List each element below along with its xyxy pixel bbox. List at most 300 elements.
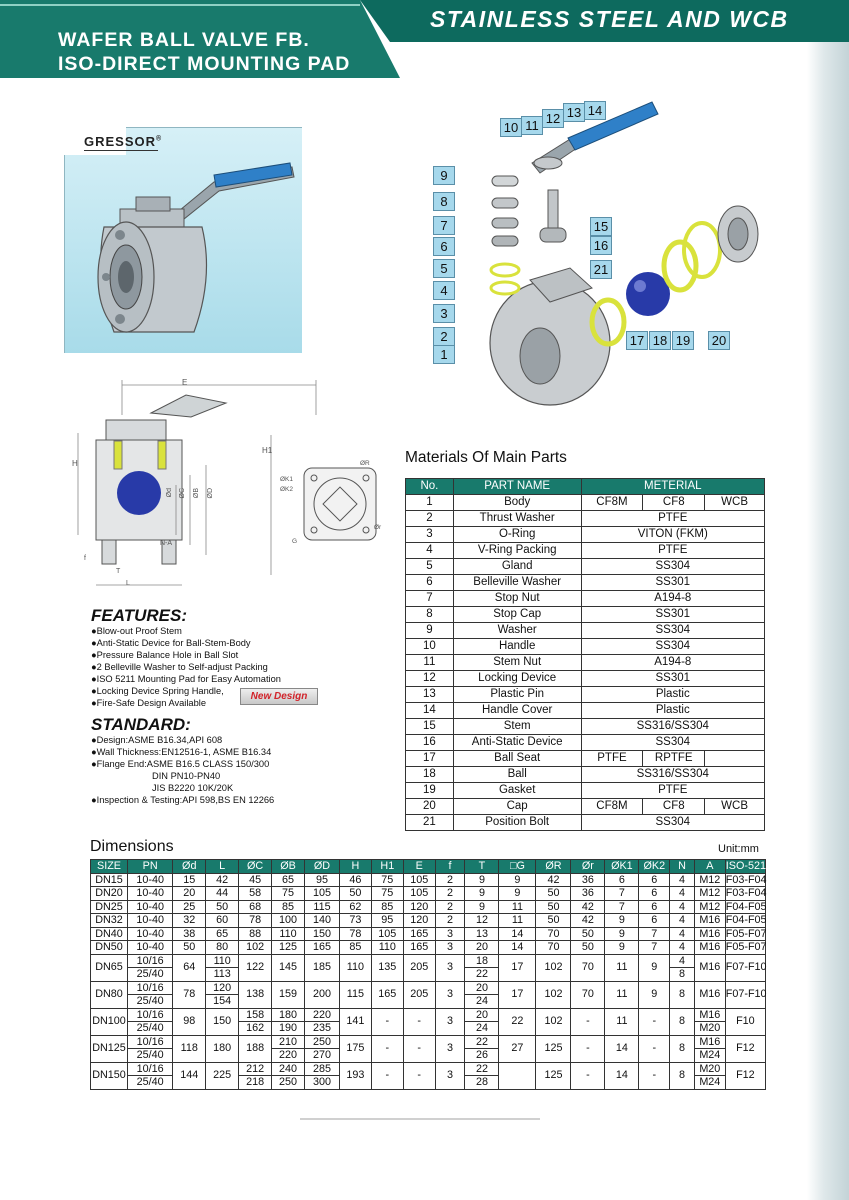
materials-row (406, 575, 765, 591)
feature-item: ●ISO 5211 Mounting Pad for Easy Automation (91, 674, 281, 684)
new-design-badge: New Design (240, 688, 318, 705)
features-heading: FEATURES: (91, 606, 188, 625)
dimensions-cell: 118 (173, 1035, 206, 1062)
dimensions-cell: M16 (694, 1008, 725, 1022)
dimensions-cell: 218 (239, 1076, 272, 1090)
dimensions-cell: 11 (605, 954, 639, 981)
materials-part-name: Ball (453, 767, 581, 783)
dimensions-cell: 162 (239, 1022, 272, 1036)
dimensions-cell: 10/16 (128, 981, 173, 995)
feature-item: ●Pressure Balance Hole in Ball Slot (91, 650, 239, 660)
dimensions-cell: 3 (435, 1035, 465, 1062)
dimensions-cell: 50 (206, 900, 239, 914)
materials-row (406, 815, 765, 831)
dimensions-cell: 102 (536, 1008, 571, 1035)
dimensions-cell: 15 (173, 873, 206, 887)
dimensions-cell: 88 (239, 927, 272, 941)
dimensions-cell: DN15 (91, 873, 128, 887)
dimensions-cell: M16 (694, 1035, 725, 1049)
dimensions-cell: 20 (173, 887, 206, 901)
materials-value: CF8M (581, 495, 643, 511)
dimensions-cell: - (571, 1035, 605, 1062)
dimensions-cell: 122 (239, 954, 272, 981)
dimensions-header-cell: ØC (239, 860, 272, 874)
dimensions-cell: 85 (339, 941, 371, 955)
materials-no: 15 (406, 719, 454, 735)
dimensions-cell: 10/16 (128, 1035, 173, 1049)
dimensions-cell: 10-40 (128, 927, 173, 941)
dimensions-cell: 10-40 (128, 900, 173, 914)
dimensions-cell: 125 (536, 1062, 571, 1089)
dimensions-cell: 95 (371, 914, 403, 928)
dimensions-cell: 25/40 (128, 1049, 173, 1063)
materials-no: 12 (406, 671, 454, 687)
dim-label-G: G (292, 538, 298, 545)
dimensions-cell: 2 (435, 914, 465, 928)
dimensions-header-cell: □G (499, 860, 536, 874)
dimensions-cell: 185 (304, 954, 339, 981)
materials-value: SS304 (581, 639, 764, 655)
materials-no: 11 (406, 655, 454, 671)
callout-19: 19 (672, 331, 694, 350)
dimensions-cell: 14 (605, 1062, 639, 1089)
dimensions-cell: 9 (499, 887, 536, 901)
dimensions-cell: 14 (499, 927, 536, 941)
dimensions-cell: - (371, 1035, 403, 1062)
materials-no: 18 (406, 767, 454, 783)
dimensions-row (91, 1062, 766, 1076)
callout-10: 10 (500, 118, 522, 137)
dimensions-cell: 2 (435, 900, 465, 914)
materials-part-name: Washer (453, 623, 581, 639)
callout-3: 3 (433, 304, 455, 323)
dimensions-cell: 75 (272, 887, 305, 901)
dimensions-cell: 9 (465, 887, 499, 901)
dimensions-cell: 8 (670, 1062, 695, 1089)
dimensions-cell: 113 (206, 968, 239, 982)
dimensions-cell: 250 (304, 1035, 339, 1049)
dimensions-cell: 175 (339, 1035, 371, 1062)
materials-part-name: Position Bolt (453, 815, 581, 831)
dimensions-cell: - (403, 1008, 435, 1035)
dimensions-header-cell: Ød (173, 860, 206, 874)
materials-row (406, 671, 765, 687)
dimensions-cell: 125 (536, 1035, 571, 1062)
dimensions-cell: 210 (272, 1035, 305, 1049)
dimensions-cell: 64 (173, 954, 206, 981)
materials-part-name: Belleville Washer (453, 575, 581, 591)
dimensions-cell: 154 (206, 995, 239, 1009)
dimensions-cell: 18 (465, 954, 499, 968)
dimensions-cell: 32 (173, 914, 206, 928)
dimensions-cell: 3 (435, 941, 465, 955)
materials-part-name: Handle Cover (453, 703, 581, 719)
dimensions-cell: 3 (435, 1062, 465, 1089)
dimensions-cell: 165 (403, 927, 435, 941)
dimensions-cell: 50 (536, 914, 571, 928)
dimensions-cell: 4 (670, 887, 695, 901)
dimensions-cell: 70 (571, 981, 605, 1008)
header-accent-line (0, 4, 360, 6)
dimensions-cell: 212 (239, 1062, 272, 1076)
materials-value: CF8M (581, 799, 643, 815)
dimensions-cell: 144 (173, 1062, 206, 1089)
dimensions-cell: 70 (536, 927, 571, 941)
dimensions-cell: - (639, 1035, 670, 1062)
dimensions-cell: 9 (639, 981, 670, 1008)
dimensions-cell: 62 (339, 900, 371, 914)
materials-part-name: Gland (453, 559, 581, 575)
dimensions-cell: 4 (670, 873, 695, 887)
dimensions-cell: F03-F04 (725, 887, 767, 899)
dimensions-cell: 102 (536, 981, 571, 1008)
dimensions-cell: 9 (465, 873, 499, 887)
dimensions-cell: 6 (639, 914, 670, 928)
exploded-view-drawing (420, 98, 750, 418)
materials-row (406, 527, 765, 543)
callout-17: 17 (626, 331, 648, 350)
dimensions-cell: 2 (435, 887, 465, 901)
dimensions-cell: 78 (173, 981, 206, 1008)
dimensions-cell: 65 (272, 873, 305, 887)
dimensions-cell: 240 (272, 1062, 305, 1076)
dimensions-cell: M12 (694, 900, 725, 914)
dimensions-cell: 105 (371, 927, 403, 941)
dimensions-cell: M16 (694, 927, 725, 941)
materials-row (406, 591, 765, 607)
dimensions-cell: 26 (465, 1049, 499, 1063)
materials-part-name: Cap (453, 799, 581, 815)
dimensions-cell: 20 (465, 1008, 499, 1022)
dimensions-header-cell: f (435, 860, 465, 874)
dimensions-cell: DN150 (91, 1062, 128, 1089)
materials-value: SS304 (581, 623, 764, 639)
brand-logo-text: GRESSOR (84, 134, 157, 149)
standard-heading: STANDARD: (91, 715, 191, 734)
dimensions-cell: - (371, 1008, 403, 1035)
dimensions-cell: 220 (304, 1008, 339, 1022)
dimensions-cell: 17 (499, 954, 536, 981)
dimensions-cell: 20 (465, 941, 499, 955)
page-title (58, 28, 350, 76)
dimensions-header-cell: ØB (272, 860, 305, 874)
dimensions-cell: DN32 (91, 914, 128, 928)
dimensions-cell: 28 (465, 1076, 499, 1090)
dimensions-cell: 14 (499, 941, 536, 955)
materials-no: 3 (406, 527, 454, 543)
dimensions-cell: 135 (371, 954, 403, 981)
callout-21: 21 (590, 260, 612, 279)
dim-label-B: ØB (193, 488, 200, 499)
dim-label-R: ØR (360, 460, 370, 467)
dimensions-cell: 46 (339, 873, 371, 887)
materials-part-name: O-Ring (453, 527, 581, 543)
dimensions-cell: M16 (694, 954, 725, 981)
dimensions-cell: 50 (339, 887, 371, 901)
dimensions-header-row (91, 860, 766, 874)
dimensions-row (91, 1008, 766, 1022)
dimensions-cell: 38 (173, 927, 206, 941)
dimensions-cell: 105 (403, 873, 435, 887)
dimensions-cell: 60 (206, 914, 239, 928)
dimensions-header-cell: PN (128, 860, 173, 874)
materials-no: 4 (406, 543, 454, 559)
dimensions-cell: 25/40 (128, 968, 173, 982)
dimensions-cell: 141 (339, 1008, 371, 1035)
dimensions-cell: 42 (536, 873, 571, 887)
dimensions-cell: F10 (725, 1008, 765, 1035)
callout-8: 8 (433, 192, 455, 211)
dimensions-cell: 4 (670, 900, 695, 914)
dimensions-cell: 6 (639, 900, 670, 914)
dimensions-cell: 7 (605, 887, 639, 901)
dimensions-cell: DN100 (91, 1008, 128, 1035)
materials-table (405, 478, 765, 831)
dimensions-cell: 220 (272, 1049, 305, 1063)
dimensions-row (91, 941, 766, 955)
dimensions-cell: M12 (694, 887, 725, 901)
callout-1: 1 (433, 345, 455, 364)
dim-label-f: f (84, 555, 86, 562)
dim-label-H: H (72, 459, 78, 468)
materials-no: 1 (406, 495, 454, 511)
materials-row (406, 623, 765, 639)
materials-part-name: Body (453, 495, 581, 511)
materials-row (406, 655, 765, 671)
callout-20: 20 (708, 331, 730, 350)
dimensions-cell: 120 (403, 914, 435, 928)
dimensions-cell: 4 (670, 941, 695, 955)
dimensions-cell: 2 (435, 873, 465, 887)
dimensions-cell: 115 (304, 900, 339, 914)
dimensions-cell: 9 (499, 873, 536, 887)
materials-header-part: PART NAME (453, 479, 581, 495)
dimensions-cell: 250 (272, 1076, 305, 1090)
dimensions-cell: M20 (694, 1062, 725, 1076)
dimensions-cell: 10-40 (128, 887, 173, 901)
dimensions-cell: 12 (465, 914, 499, 928)
materials-part-name: V-Ring Packing (453, 543, 581, 559)
dim-label-r: Ør (374, 524, 382, 531)
dimensions-cell: 165 (403, 941, 435, 955)
dimensions-cell: 24 (465, 995, 499, 1009)
materials-part-name: Plastic Pin (453, 687, 581, 703)
dimensions-table (90, 859, 772, 1090)
materials-value: SS301 (581, 607, 764, 623)
dimensions-cell: 85 (272, 900, 305, 914)
materials-no: 5 (406, 559, 454, 575)
dimensions-cell: 7 (639, 927, 670, 941)
dimensions-cell: 6 (639, 887, 670, 901)
dimensions-cell: 10/16 (128, 954, 173, 968)
materials-header-material: METERIAL (581, 479, 764, 495)
dim-label-K1: ØK1 (280, 476, 294, 483)
materials-value: Plastic (581, 703, 764, 719)
callout-12: 12 (542, 109, 564, 128)
dimensions-row (91, 954, 766, 968)
dimensions-cell: F04-F05 (725, 900, 767, 913)
dimensions-header-cell: SIZE (91, 860, 128, 874)
standard-item: ●Design:ASME B16.34,API 608 (91, 735, 223, 745)
dimensions-cell: 14 (605, 1035, 639, 1062)
standard-item: ●Wall Thickness:EN12516-1, ASME B16.34 (91, 747, 272, 757)
materials-header-row (406, 479, 765, 495)
materials-value: PTFE (581, 783, 764, 799)
dim-label-T: T (116, 568, 121, 575)
materials-row (406, 719, 765, 735)
materials-no: 13 (406, 687, 454, 703)
dimensions-cell: 110 (371, 941, 403, 955)
materials-part-name: Gasket (453, 783, 581, 799)
dimensions-cell: 50 (571, 927, 605, 941)
materials-row (406, 543, 765, 559)
dimensions-cell: 36 (571, 873, 605, 887)
dimensions-cell: 8 (670, 1008, 695, 1035)
dimensions-cell: F03-F04 (725, 873, 767, 886)
dimensions-cell: 98 (173, 1008, 206, 1035)
dimensions-cell: M12 (694, 873, 725, 887)
dimensions-cell: 4 (670, 914, 695, 928)
callout-5: 5 (433, 259, 455, 278)
dimensions-cell: 25/40 (128, 1076, 173, 1090)
dimensions-cell: F05-F07 (725, 941, 767, 953)
dimensions-cell: 193 (339, 1062, 371, 1089)
dimensions-cell: 17 (499, 981, 536, 1008)
dimensions-row (91, 887, 766, 901)
dimensions-cell: 75 (371, 887, 403, 901)
materials-value: SS316/SS304 (581, 719, 764, 735)
dimensions-cell: 42 (571, 914, 605, 928)
dimensions-cell: 8 (670, 1035, 695, 1062)
materials-part-name: Ball Seat (453, 751, 581, 767)
dimensions-cell: 188 (239, 1035, 272, 1062)
dimensions-cell: 8 (670, 968, 695, 982)
materials-value: CF8 (643, 495, 705, 511)
dimensions-cell: 70 (571, 954, 605, 981)
materials-no: 14 (406, 703, 454, 719)
dimensions-cell: 102 (536, 954, 571, 981)
dimensions-cell: 10-40 (128, 941, 173, 955)
materials-value: Plastic (581, 687, 764, 703)
dimensions-cell: 125 (272, 941, 305, 955)
materials-part-name: Stop Nut (453, 591, 581, 607)
dimensions-cell: F07-F10 (725, 981, 765, 1008)
materials-no: 2 (406, 511, 454, 527)
dimensions-cell: 105 (403, 887, 435, 901)
dimensions-cell: F05-F07 (725, 927, 767, 940)
dimensions-cell: 50 (571, 941, 605, 955)
dimensions-cell: 10-40 (128, 914, 173, 928)
dimensions-cell: 120 (206, 981, 239, 995)
dimensions-cell: 50 (536, 887, 571, 901)
dimensions-cell: 7 (639, 941, 670, 955)
dimensions-cell: 158 (239, 1008, 272, 1022)
materials-no: 16 (406, 735, 454, 751)
dimensions-cell: 65 (206, 927, 239, 941)
dimensions-header-cell: E (403, 860, 435, 874)
materials-value: SS304 (581, 559, 764, 575)
materials-no: 10 (406, 639, 454, 655)
callout-6: 6 (433, 237, 455, 256)
dimensions-cell: 3 (435, 1008, 465, 1035)
dimensions-cell: DN65 (91, 954, 128, 981)
standard-item: ●Inspection & Testing:API 598,BS EN 12266 (91, 795, 275, 805)
dimensions-cell: 11 (605, 981, 639, 1008)
dim-label-E: E (182, 378, 188, 387)
dimensions-cell: 6 (639, 873, 670, 887)
dimensions-cell: 58 (239, 887, 272, 901)
dimensions-header-cell: L (206, 860, 239, 874)
materials-row (406, 559, 765, 575)
dimensions-cell: 150 (304, 927, 339, 941)
dimensions-cell: 78 (239, 914, 272, 928)
dimensions-cell: - (571, 1062, 605, 1089)
dimensions-cell: F12 (725, 1035, 765, 1062)
callout-2: 2 (433, 327, 455, 346)
dimensions-cell: 100 (272, 914, 305, 928)
materials-part-name: Stem Nut (453, 655, 581, 671)
standard-item: ●Flange End:ASME B16.5 CLASS 150/300 (91, 759, 270, 769)
dimensions-cell: 36 (571, 887, 605, 901)
dim-label-d: Ød (166, 488, 173, 498)
dimensions-cell: - (403, 1035, 435, 1062)
dimensions-cell: 50 (536, 900, 571, 914)
dimensions-cell: 42 (571, 900, 605, 914)
dimensions-cell: 24 (465, 1022, 499, 1036)
dimensions-cell: 140 (304, 914, 339, 928)
materials-part-name: Locking Device (453, 671, 581, 687)
dimensions-cell: 110 (339, 954, 371, 981)
dimensions-cell: 27 (499, 1035, 536, 1062)
dimensions-cell: DN40 (91, 927, 128, 941)
dimensions-cell: 8 (670, 981, 695, 1008)
materials-value: WCB (705, 799, 765, 815)
materials-no: 17 (406, 751, 454, 767)
materials-row (406, 687, 765, 703)
dimensions-cell: 22 (465, 1035, 499, 1049)
materials-row (406, 767, 765, 783)
dimensions-cell: DN80 (91, 981, 128, 1008)
dimensions-cell: 145 (272, 954, 305, 981)
dimensions-header-cell: ØR (536, 860, 571, 874)
header-subtitle: STAINLESS STEEL AND WCB (430, 6, 789, 32)
dimensions-cell: 200 (304, 981, 339, 1008)
brand-logo-mark: ® (156, 135, 163, 143)
dimensions-cell: 42 (206, 873, 239, 887)
callout-13: 13 (563, 103, 585, 122)
materials-row (406, 735, 765, 751)
dim-label-C: ØC (179, 488, 186, 499)
dimensions-cell: 9 (639, 954, 670, 981)
dimensions-cell: 110 (272, 927, 305, 941)
dimensions-cell: F04-F05 (725, 914, 767, 926)
materials-value: CF8 (643, 799, 705, 815)
dimensions-cell: 285 (304, 1062, 339, 1076)
dimensions-row (91, 927, 766, 941)
dimensions-row (91, 914, 766, 928)
dimensions-cell: 300 (304, 1076, 339, 1090)
dimensions-cell: M24 (694, 1049, 725, 1063)
callout-9: 9 (433, 166, 455, 185)
materials-no: 21 (406, 815, 454, 831)
dimensions-cell: 25/40 (128, 995, 173, 1009)
dimensions-header-cell: ISO-5211 (725, 860, 772, 872)
dimensions-cell: 73 (339, 914, 371, 928)
dimensions-cell: 50 (173, 941, 206, 955)
dimensions-cell: DN50 (91, 941, 128, 955)
materials-no: 8 (406, 607, 454, 623)
dimensions-cell: 205 (403, 954, 435, 981)
